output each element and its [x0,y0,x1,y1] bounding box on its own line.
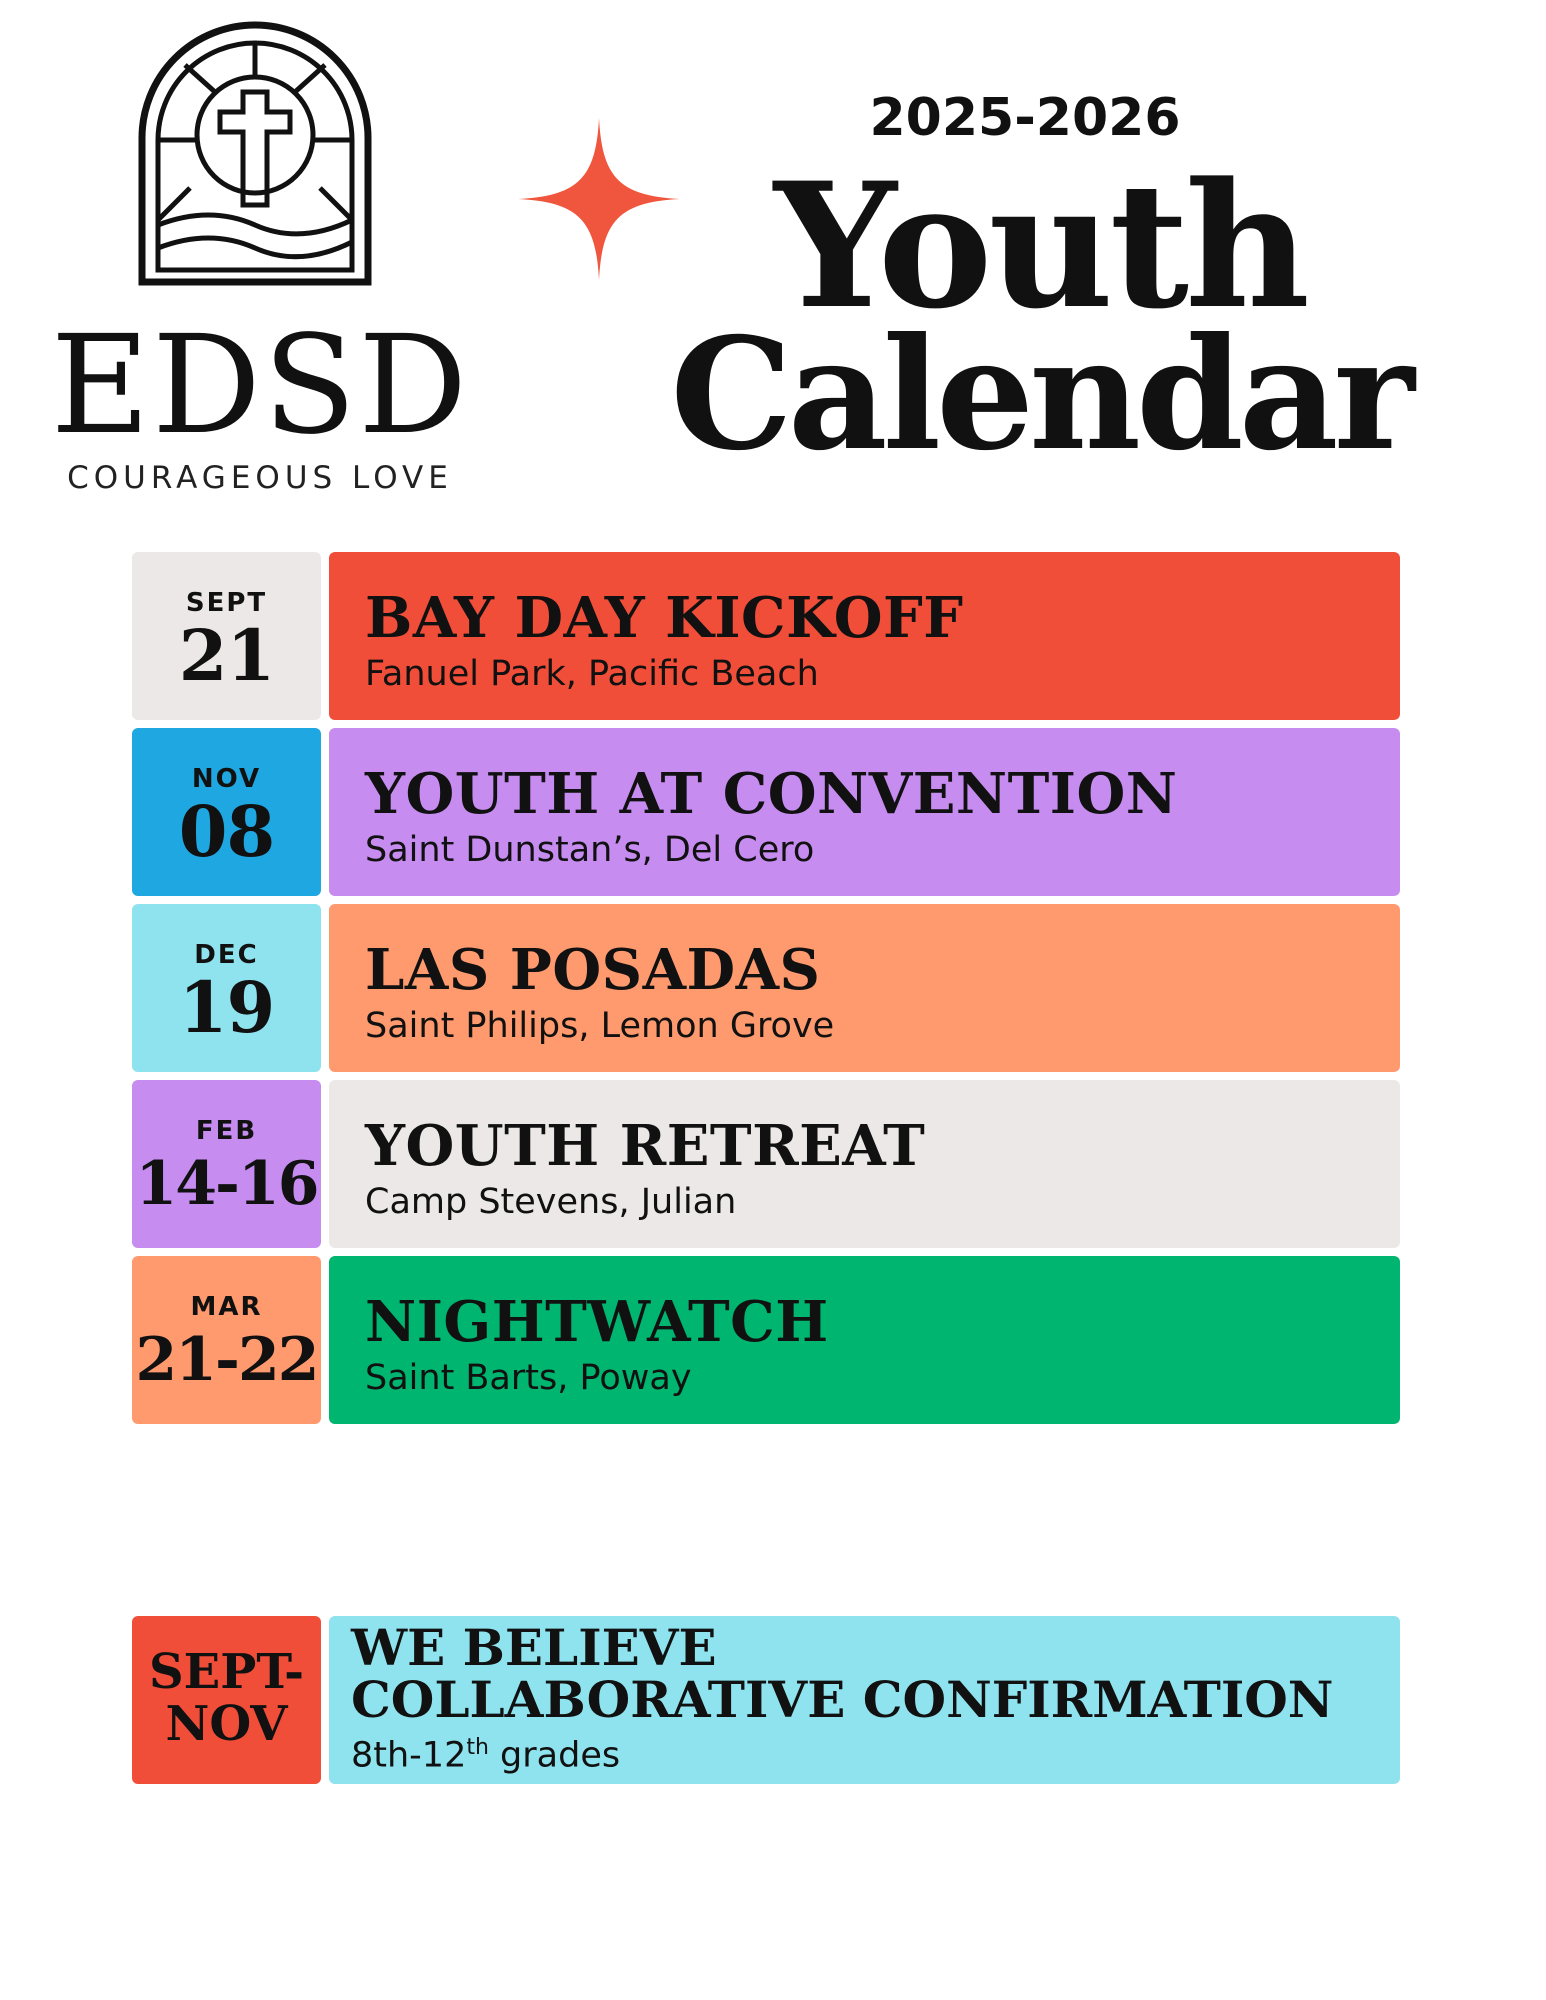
confirmation-title-line2: COLLABORATIVE CONFIRMATION [351,1670,1334,1729]
grades-suffix: grades [488,1735,621,1776]
calendar-year: 2025-2026 [869,88,1181,148]
event-day: 14-16 [135,1149,318,1219]
confirmation-date-end: NOV [165,1696,288,1752]
event-date-box [132,552,321,720]
event-location: Camp Stevens, Julian [365,1182,737,1222]
page-title-line2: Calendar [670,304,1410,485]
event-day: 21 [178,614,275,697]
event-title: BAY DAY KICKOFF [365,585,964,651]
event-location: Fanuel Park, Pacific Beach [365,654,819,694]
confirmation-box [329,1616,1400,1784]
logo-wordmark: EDSD [50,307,470,465]
event-box [329,1080,1400,1248]
event-box [329,728,1400,896]
event-month: MAR [190,1292,263,1322]
event-box [329,552,1400,720]
event-location: Saint Barts, Poway [365,1358,692,1398]
event-month: SEPT [185,588,268,618]
event-month: FEB [195,1116,258,1146]
event-date-box [132,1080,321,1248]
grades-suffix-sup: th [466,1735,489,1760]
event-day: 19 [178,966,275,1049]
page-title-line1: Youth [773,144,1307,347]
event-day: 08 [178,790,275,873]
event-title: YOUTH AT CONVENTION [365,761,1178,827]
confirmation-date-start: SEPT- [148,1644,305,1700]
confirmation-title-line1: WE BELIEVE [351,1618,717,1677]
event-title: YOUTH RETREAT [365,1113,926,1179]
grades-prefix: 8th-12 [351,1735,467,1776]
logo-tagline: COURAGEOUS LOVE [67,460,453,496]
confirmation-date-box [132,1616,321,1784]
event-date-box [132,1256,321,1424]
event-date-box [132,904,321,1072]
event-title: NIGHTWATCH [365,1289,829,1355]
event-month: NOV [191,764,262,794]
event-location: Saint Dunstan’s, Del Cero [365,830,815,870]
event-box [329,1256,1400,1424]
event-date-box [132,728,321,896]
confirmation-grades [351,1726,1400,1778]
event-day: 21-22 [135,1325,318,1395]
event-month: DEC [194,940,259,970]
event-title: LAS POSADAS [365,937,821,1003]
logo-mark-icon [130,20,380,290]
event-box [329,904,1400,1072]
event-location: Saint Philips, Lemon Grove [365,1006,835,1046]
